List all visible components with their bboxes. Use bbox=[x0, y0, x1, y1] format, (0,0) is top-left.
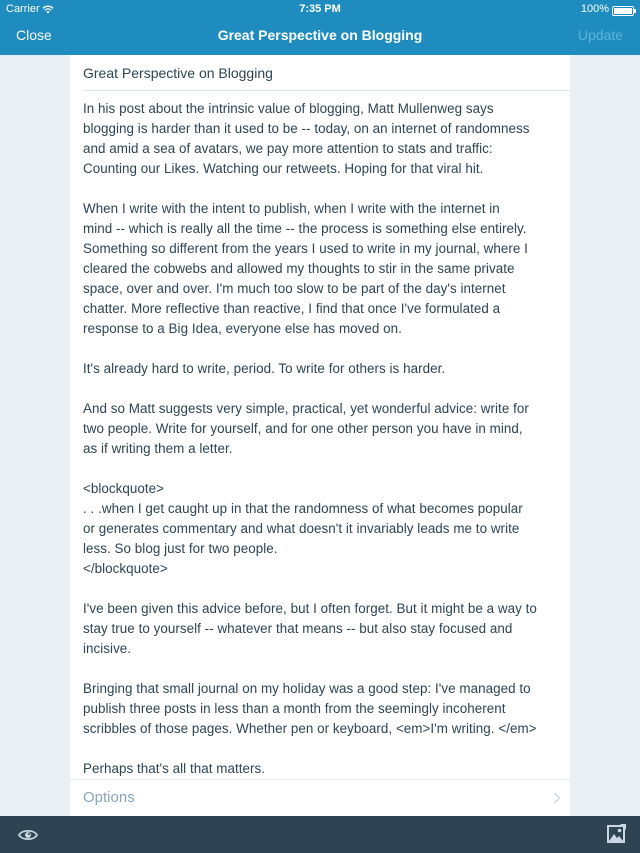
top-bar bbox=[0, 0, 640, 55]
title-divider bbox=[83, 90, 570, 91]
nav-title: Great Perspective on Blogging bbox=[217, 27, 423, 43]
battery-indicator bbox=[581, 0, 634, 18]
nav-bar bbox=[0, 18, 640, 55]
bottom-toolbar bbox=[0, 816, 640, 853]
chevron-right-icon bbox=[550, 791, 564, 805]
eye-icon[interactable] bbox=[18, 827, 38, 843]
carrier-label: Carrier bbox=[6, 3, 40, 15]
close-button[interactable]: Close bbox=[16, 27, 52, 43]
status-bar bbox=[0, 0, 640, 18]
image-icon[interactable] bbox=[606, 824, 626, 844]
post-content-editor[interactable]: In his post about the intrinsic value of blogging, Matt Mullenweg says blogging is harder than it used to be -- today, on an internet of randomness and amid a sea of avatars, we pay more attention to stats and traffic: Counting our Likes. Watching our retweets. Hoping for that viral hit. When I write with the intent to publish, when I write with the internet in mind -- which is really all the time -- the process is something else entirely. Something so different from the years I used to write in my journal, where I cleared the cobwebs and allowed my thoughts to stir in the same private space, over and over. I'm much too slow to be part of the day's internet chatter. More reflective than reactive, I find that once I've formulated a response to a Big Idea, everyone else has moved on. It's already hard to write, period. To write for others is harder. And so Matt suggests very simple, practical, yet wonderful advice: write for two people. Write for yourself, and for one other person you have in mind, as if writing them a letter. <blockquote> . . .when I get caught up in that the randomness of what becomes popular or generates commentary and what doesn't it invariably leads me to write less. So blog just for two people. </blockquote> I've been given this advice before, but I often forget. But it might be a way to stay true to yourself -- whatever that means -- but also stay focused and incisive. Bringing that small journal on my holiday was a good step: I've managed to publish three posts in less than a month from the seemingly incoherent scribbles of those pages. Whether pen or keyboard, <em>I'm writing. </em> Perhaps that's all that matters. bbox=[83, 101, 537, 776]
battery-percent: 100% bbox=[580, 3, 609, 15]
options-label: Options bbox=[83, 789, 135, 806]
battery-icon bbox=[612, 6, 634, 16]
update-button[interactable]: Update bbox=[577, 27, 623, 43]
editor-card bbox=[70, 55, 570, 816]
options-row[interactable] bbox=[70, 779, 570, 816]
status-time: 7:35 PM bbox=[299, 3, 341, 15]
post-title-field[interactable]: Great Perspective on Blogging bbox=[83, 65, 273, 81]
